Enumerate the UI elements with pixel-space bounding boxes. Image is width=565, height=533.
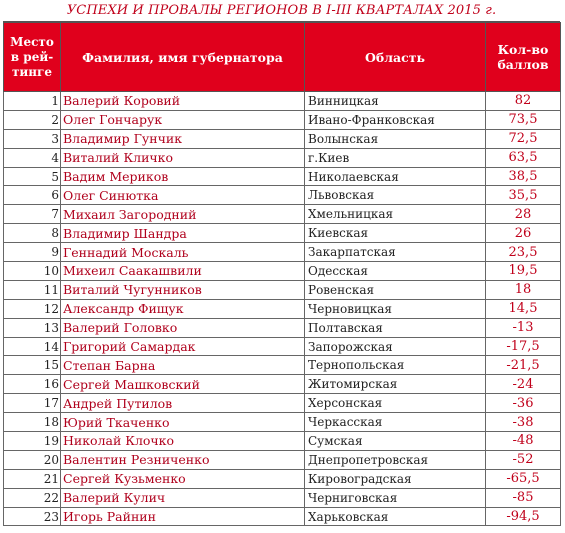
region-cell: Винницкая — [305, 92, 486, 111]
rating-document — [3, 0, 560, 526]
region-cell: Запорожская — [305, 337, 486, 356]
header-rank — [4, 23, 61, 92]
score-cell: -24 — [486, 375, 561, 394]
header-rank-line3: тинге — [11, 64, 53, 79]
region-cell: Ивано-Франковская — [305, 110, 486, 129]
table-row — [4, 299, 561, 318]
score-cell: 18 — [486, 280, 561, 299]
table-row — [4, 413, 561, 432]
rank-cell: 13 — [4, 318, 61, 337]
table-header-row — [4, 23, 561, 92]
table-row — [4, 318, 561, 337]
region-cell: г.Киев — [305, 148, 486, 167]
name-cell: Сергей Кузьменко — [61, 469, 305, 488]
table-row — [4, 243, 561, 262]
region-cell: Одесская — [305, 262, 486, 281]
table-body — [4, 92, 561, 526]
score-cell: -48 — [486, 432, 561, 451]
table-row — [4, 129, 561, 148]
rank-cell: 16 — [4, 375, 61, 394]
region-cell: Львовская — [305, 186, 486, 205]
table-row — [4, 205, 561, 224]
table-row — [4, 356, 561, 375]
table-row — [4, 469, 561, 488]
table-row — [4, 375, 561, 394]
name-cell: Валентин Резниченко — [61, 450, 305, 469]
name-cell: Андрей Путилов — [61, 394, 305, 413]
document-title: УСПЕХИ И ПРОВАЛЫ РЕГИОНОВ В I-III КВАРТАЛАХ 2015 г. — [3, 0, 560, 22]
table-row — [4, 337, 561, 356]
rank-cell: 1 — [4, 92, 61, 111]
rank-cell: 9 — [4, 243, 61, 262]
table-row — [4, 167, 561, 186]
score-cell: 26 — [486, 224, 561, 243]
region-cell: Черниговская — [305, 488, 486, 507]
rank-cell: 17 — [4, 394, 61, 413]
name-cell: Владимир Гунчик — [61, 129, 305, 148]
region-cell: Ровенская — [305, 280, 486, 299]
score-cell: -36 — [486, 394, 561, 413]
region-cell: Херсонская — [305, 394, 486, 413]
header-score-line2: баллов — [497, 57, 549, 72]
region-cell: Кировоградская — [305, 469, 486, 488]
rank-cell: 14 — [4, 337, 61, 356]
name-cell: Олег Синютка — [61, 186, 305, 205]
score-cell: -13 — [486, 318, 561, 337]
region-cell: Волынская — [305, 129, 486, 148]
name-cell: Валерий Кулич — [61, 488, 305, 507]
rank-cell: 10 — [4, 262, 61, 281]
table-row — [4, 110, 561, 129]
name-cell: Виталий Кличко — [61, 148, 305, 167]
score-cell: -85 — [486, 488, 561, 507]
score-cell: 19,5 — [486, 262, 561, 281]
header-score — [486, 23, 561, 92]
score-cell: 63,5 — [486, 148, 561, 167]
rank-cell: 3 — [4, 129, 61, 148]
rank-cell: 6 — [4, 186, 61, 205]
rank-cell: 22 — [4, 488, 61, 507]
score-cell: 23,5 — [486, 243, 561, 262]
score-cell: -94,5 — [486, 507, 561, 526]
region-cell: Черкасская — [305, 413, 486, 432]
name-cell: Олег Гончарук — [61, 110, 305, 129]
name-cell: Валерий Головко — [61, 318, 305, 337]
score-cell: 35,5 — [486, 186, 561, 205]
table-row — [4, 432, 561, 451]
region-cell: Тернопольская — [305, 356, 486, 375]
region-cell: Черновицкая — [305, 299, 486, 318]
rating-table — [3, 22, 561, 526]
region-cell: Хмельницкая — [305, 205, 486, 224]
table-row — [4, 394, 561, 413]
region-cell: Житомирская — [305, 375, 486, 394]
score-cell: 73,5 — [486, 110, 561, 129]
score-cell: -38 — [486, 413, 561, 432]
header-name: Фамилия, имя губернатора — [61, 23, 305, 92]
rank-cell: 15 — [4, 356, 61, 375]
score-cell: 72,5 — [486, 129, 561, 148]
rank-cell: 20 — [4, 450, 61, 469]
rank-cell: 5 — [4, 167, 61, 186]
header-score-line1: Кол-во — [497, 42, 549, 57]
region-cell: Закарпатская — [305, 243, 486, 262]
score-cell: -21,5 — [486, 356, 561, 375]
rank-cell: 23 — [4, 507, 61, 526]
region-cell: Николаевская — [305, 167, 486, 186]
rank-cell: 2 — [4, 110, 61, 129]
score-cell: 38,5 — [486, 167, 561, 186]
rank-cell: 8 — [4, 224, 61, 243]
table-row — [4, 488, 561, 507]
score-cell: -17,5 — [486, 337, 561, 356]
name-cell: Михаил Загородний — [61, 205, 305, 224]
name-cell: Михеил Саакашвили — [61, 262, 305, 281]
name-cell: Александр Фищук — [61, 299, 305, 318]
name-cell: Сергей Машковский — [61, 375, 305, 394]
region-cell: Киевская — [305, 224, 486, 243]
score-cell: -52 — [486, 450, 561, 469]
table-row — [4, 507, 561, 526]
table-row — [4, 92, 561, 111]
name-cell: Григорий Самардак — [61, 337, 305, 356]
name-cell: Вадим Мериков — [61, 167, 305, 186]
score-cell: 28 — [486, 205, 561, 224]
header-rank-line2: в рей- — [10, 49, 54, 64]
rank-cell: 18 — [4, 413, 61, 432]
name-cell: Степан Барна — [61, 356, 305, 375]
name-cell: Николай Клочко — [61, 432, 305, 451]
region-cell: Полтавская — [305, 318, 486, 337]
name-cell: Валерий Коровий — [61, 92, 305, 111]
rank-cell: 7 — [4, 205, 61, 224]
table-row — [4, 450, 561, 469]
region-cell: Сумская — [305, 432, 486, 451]
name-cell: Юрий Ткаченко — [61, 413, 305, 432]
rank-cell: 11 — [4, 280, 61, 299]
header-rank-line1: Место — [10, 34, 54, 49]
table-row — [4, 262, 561, 281]
table-row — [4, 148, 561, 167]
rank-cell: 19 — [4, 432, 61, 451]
name-cell: Геннадий Москаль — [61, 243, 305, 262]
name-cell: Игорь Райнин — [61, 507, 305, 526]
table-row — [4, 224, 561, 243]
header-region: Область — [305, 23, 486, 92]
name-cell: Виталий Чугунников — [61, 280, 305, 299]
score-cell: 14,5 — [486, 299, 561, 318]
region-cell: Харьковская — [305, 507, 486, 526]
rank-cell: 4 — [4, 148, 61, 167]
score-cell: 82 — [486, 92, 561, 111]
table-row — [4, 280, 561, 299]
rank-cell: 21 — [4, 469, 61, 488]
table-row — [4, 186, 561, 205]
score-cell: -65,5 — [486, 469, 561, 488]
region-cell: Днепропетровская — [305, 450, 486, 469]
name-cell: Владимир Шандра — [61, 224, 305, 243]
rank-cell: 12 — [4, 299, 61, 318]
